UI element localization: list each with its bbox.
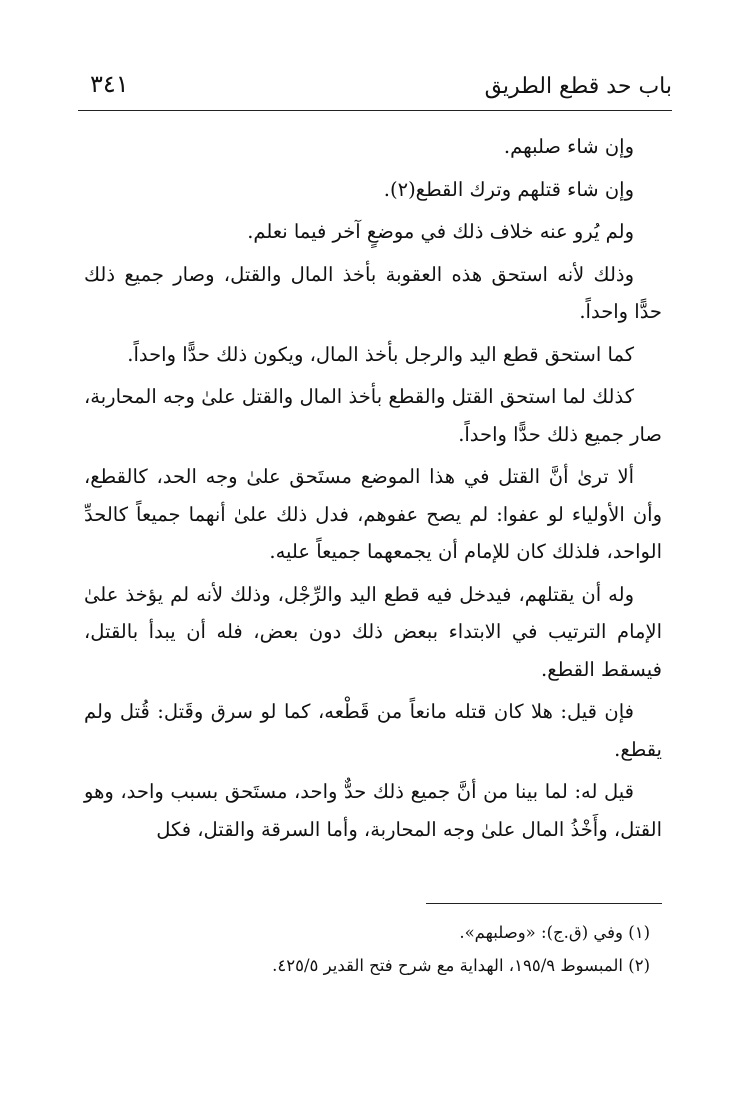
footnote-separator: [426, 903, 662, 904]
paragraph: كذلك لما استحق القتل والقطع بأخذ المال والقتل علىٰ وجه المحاربة، صار جميع ذلك حدًّا واحداً.: [84, 385, 662, 446]
paragraph: وإن شاء قتلهم وترك القطع(٢).: [383, 177, 634, 201]
main-text: [84, 128, 662, 853]
running-header: [78, 66, 672, 110]
footnotes: [120, 916, 650, 982]
page-number: ٣٤١: [90, 70, 129, 98]
footnote: (١) وفي (ق.ج): «وصلبهم».: [459, 923, 650, 942]
paragraph: وله أن يقتلهم، فيدخل فيه قطع اليد والرِّجْل، وذلك لأنه لم يؤخذ علىٰ الإمام الترتيب في الابتداء ببعض ذلك دون بعض، فله أن يبدأ بالقتل، فيسقط القطع.: [84, 582, 662, 681]
paragraph: قيل له: لما بينا من أنَّ جميع ذلك حدٌّ واحد، مستَحق بسبب واحد، وهو القتل، وأَخْذُ المال علىٰ وجه المحاربة، وأما السرقة والقتل، فكل: [84, 780, 662, 841]
paragraph: وذلك لأنه استحق هذه العقوبة بأخذ المال والقتل، وصار جميع ذلك حدًّا واحداً.: [84, 262, 662, 323]
header-rule: [78, 110, 672, 111]
paragraph: ألا ترىٰ أنَّ القتل في هذا الموضع مستَحق علىٰ وجه الحد، كالقطع، وأن الأولياء لو عفوا: لم يصح عفوهم، فدل ذلك علىٰ أنهما جميعاً كالحدِّ الواحد، فلذلك كان للإمام أن يجمعهما جميعاً عليه.: [84, 465, 662, 563]
paragraph: فإن قيل: هلا كان قتله مانعاً من قَطْعه، كما لو سرق وقَتل: قُتل ولم يقطع.: [84, 700, 662, 761]
paragraph: كما استحق قطع اليد والرجل بأخذ المال، ويكون ذلك حدًّا واحداً.: [127, 342, 634, 366]
footnote: (٢) المبسوط ١٩٥/٩، الهداية مع شرح فتح القدير ٤٢٥/٥.: [272, 956, 650, 975]
paragraph: ولم يُرو عنه خلاف ذلك في موضعٍ آخر فيما نعلم.: [247, 220, 634, 243]
paragraph: وإن شاء صلبهم.: [503, 135, 634, 158]
chapter-title: باب حد قطع الطريق: [484, 74, 672, 99]
